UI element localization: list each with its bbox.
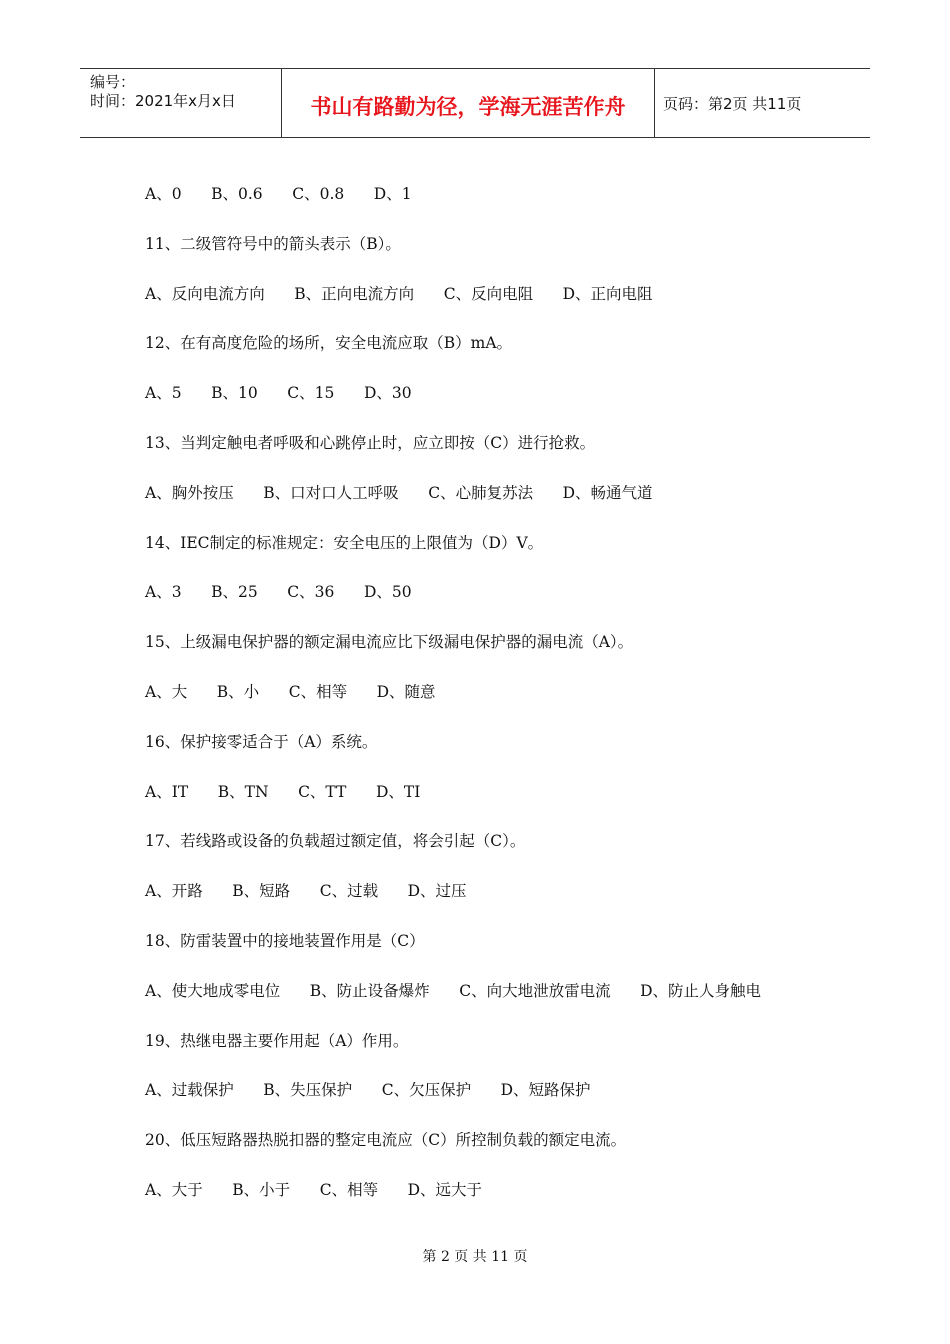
options-line: A、过载保护 B、失压保护 C、欠压保护 D、短路保护 [145,1081,591,1100]
question-line: 14、IEC制定的标准规定：安全电压的上限值为（D）V。 [145,533,544,552]
question-line: 20、低压短路器热脱扣器的整定电流应（C）所控制负载的额定电流。 [145,1131,627,1150]
document-number-label: 编号： [90,73,136,91]
question-line: 16、保护接零适合于（A）系统。 [145,732,378,751]
header-page-info: 页码：第2页 共11页 [663,95,802,113]
page-footer: 第 2 页 共 11 页 [422,1249,528,1265]
options-line: A、0 B、0.6 C、0.8 D、1 [145,185,412,203]
question-line: 17、若线路或设备的负载超过额定值，将会引起（C）。 [145,832,526,851]
question-content [145,183,825,1229]
options-line: A、IT B、TN C、TT D、TI [145,782,421,801]
options-line: A、使大地成零电位 B、防止设备爆炸 C、向大地泄放雷电流 D、防止人身触电 [145,981,762,1000]
options-line: A、开路 B、短路 C、过载 D、过压 [145,882,467,901]
options-line: A、反向电流方向 B、正向电流方向 C、反向电阻 D、正向电阻 [145,284,653,303]
question-line: 18、防雷装置中的接地装置作用是（C） [145,931,425,950]
question-line: 11、二级管符号中的箭头表示（B）。 [145,234,401,253]
options-line: A、5 B、10 C、15 D、30 [145,384,412,403]
options-line: A、胸外按压 B、口对口人工呼吸 C、心肺复苏法 D、畅通气道 [145,483,653,502]
question-line: 13、当判定触电者呼吸和心跳停止时，应立即按（C）进行抢救。 [145,433,596,452]
header-motto-cell [282,69,655,137]
question-line: 19、热继电器主要作用起（A）作用。 [145,1031,409,1050]
page-header [80,68,870,138]
question-line: 15、上级漏电保护器的额定漏电流应比下级漏电保护器的漏电流（A）。 [145,633,634,652]
options-line: A、大 B、小 C、相等 D、随意 [145,682,436,701]
header-motto: 书山有路勤为径，学海无涯苦作舟 [310,95,626,119]
document-date-label: 时间：2021年x月x日 [90,92,236,110]
options-line: A、3 B、25 C、36 D、50 [145,583,412,602]
question-line: 12、在有高度危险的场所，安全电流应取（B）mA。 [145,334,513,353]
header-meta-cell [80,69,282,137]
options-line: A、大于 B、小于 C、相等 D、远大于 [145,1180,483,1199]
